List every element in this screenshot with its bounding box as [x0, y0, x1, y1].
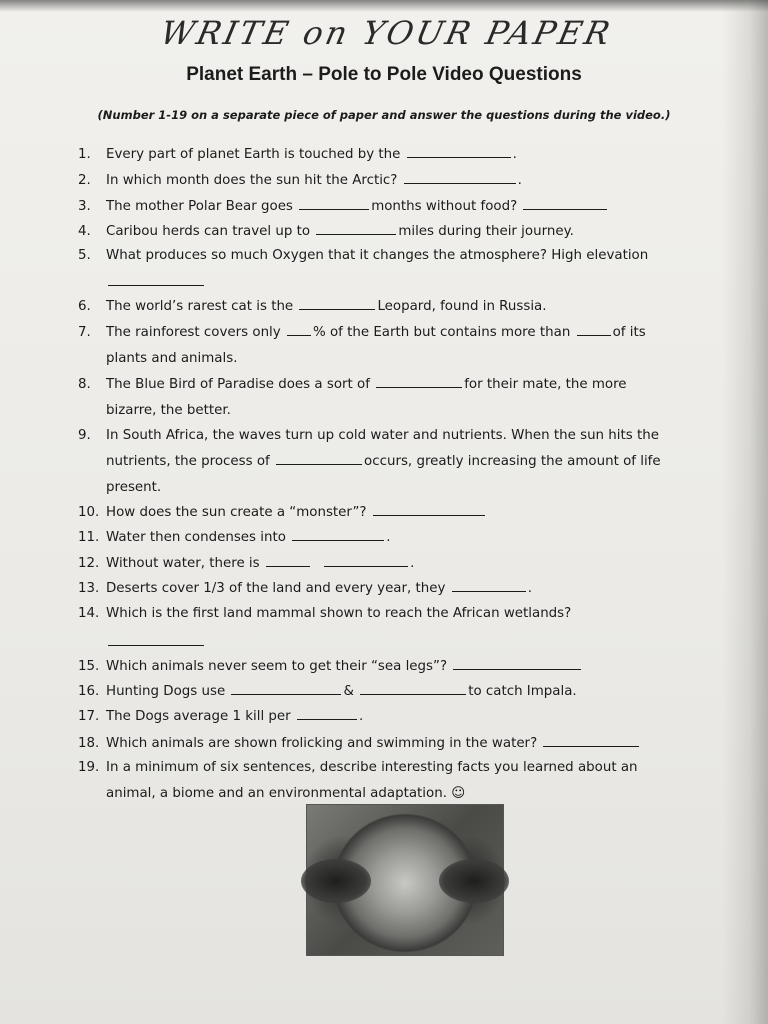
question-text: . — [386, 530, 391, 545]
question-16 — [78, 679, 698, 705]
question-text: The world’s rarest cat is the — [106, 299, 294, 314]
answer-blank — [299, 297, 375, 310]
answer-blank — [360, 682, 466, 695]
question-text: . — [517, 173, 522, 188]
question-9 — [78, 423, 698, 449]
question-number: 14. — [78, 606, 100, 621]
answer-blank — [452, 579, 526, 592]
answer-blank — [376, 375, 462, 388]
question-7-line-2 — [78, 346, 698, 372]
question-text: Caribou herds can travel up to — [106, 224, 311, 239]
question-text: bizarre, the better. — [106, 403, 231, 418]
question-11 — [78, 525, 698, 551]
question-text: months without food? — [371, 199, 518, 214]
question-number: 17. — [78, 709, 100, 724]
question-19 — [78, 755, 698, 781]
answer-blank — [407, 145, 511, 158]
answer-blank — [316, 222, 396, 235]
question-text: to catch Impala. — [468, 684, 577, 699]
question-text: for their mate, the more — [464, 377, 627, 392]
answer-blank — [108, 633, 204, 646]
answer-blank — [453, 657, 581, 670]
answer-blank — [543, 734, 639, 747]
handwritten-note: WRITE on YOUR PAPER — [157, 14, 617, 52]
question-14-answer-line — [78, 630, 698, 656]
question-number: 10. — [78, 505, 100, 520]
question-number: 12. — [78, 556, 100, 571]
question-3 — [78, 194, 698, 220]
question-12 — [78, 551, 698, 577]
question-text: In South Africa, the waves turn up cold water and nutrients. When the sun hits the — [106, 428, 659, 443]
answer-blank — [297, 707, 357, 720]
answer-blank — [266, 554, 310, 567]
answer-blank — [299, 197, 369, 210]
question-text: In a minimum of six sentences, describe interesting facts you learned about an — [106, 760, 638, 775]
question-text: Which animals are shown frolicking and swimming in the water? — [106, 736, 538, 751]
question-text: nutrients, the process of — [106, 454, 270, 469]
question-4 — [78, 219, 698, 245]
question-number: 8. — [78, 377, 91, 392]
question-5-answer-line — [78, 270, 698, 296]
question-text: Without water, there is — [106, 556, 260, 571]
question-9-line-2 — [78, 449, 698, 475]
answer-blank — [108, 273, 204, 286]
question-number: 2. — [78, 173, 91, 188]
question-text: . — [512, 147, 517, 162]
scan-side-shadow — [722, 0, 768, 1024]
question-number: 13. — [78, 581, 100, 596]
question-2 — [78, 168, 698, 194]
question-text: Leopard, found in Russia. — [377, 299, 547, 314]
question-text: The Dogs average 1 kill per — [106, 709, 291, 724]
answer-blank — [577, 323, 611, 336]
answer-blank — [292, 528, 384, 541]
question-text: Which animals never seem to get their “sea legs”? — [106, 659, 448, 674]
question-17 — [78, 704, 698, 730]
question-number: 9. — [78, 428, 91, 443]
question-7 — [78, 320, 698, 346]
question-number: 19. — [78, 760, 100, 775]
question-8-line-2 — [78, 398, 698, 424]
question-text: animal, a biome and an environmental adaptation. ☺ — [106, 786, 466, 801]
question-number: 1. — [78, 147, 91, 162]
question-text: occurs, greatly increasing the amount of life — [364, 454, 661, 469]
question-text: Which is the first land mammal shown to reach the African wetlands? — [106, 606, 572, 621]
question-14 — [78, 601, 698, 627]
question-text: The rainforest covers only — [106, 325, 281, 340]
answer-blank — [231, 682, 341, 695]
question-text: . — [358, 709, 364, 724]
question-number: 6. — [78, 299, 91, 314]
left-hand-shape — [301, 859, 371, 903]
question-text: How does the sun create a “monster”? — [106, 505, 367, 520]
question-number: 5. — [78, 248, 91, 263]
answer-blank — [523, 197, 607, 210]
question-text: Water then condenses into — [106, 530, 286, 545]
question-text: present. — [106, 480, 162, 495]
question-6 — [78, 294, 698, 320]
earth-in-hands-photo — [306, 804, 504, 956]
question-1 — [78, 142, 698, 168]
answer-blank — [276, 452, 362, 465]
question-number: 4. — [78, 224, 91, 239]
question-10 — [78, 500, 698, 526]
question-number: 3. — [78, 199, 91, 214]
question-5 — [78, 243, 698, 269]
question-9-line-3 — [78, 475, 698, 501]
question-number: 15. — [78, 659, 100, 674]
question-text: & — [343, 684, 354, 699]
question-13 — [78, 576, 698, 602]
answer-blank — [287, 323, 311, 336]
question-number: 11. — [78, 530, 100, 545]
question-text: Every part of planet Earth is touched by the — [106, 147, 401, 162]
question-text: of its — [612, 325, 646, 340]
answer-blank — [373, 503, 485, 516]
question-text: The mother Polar Bear goes — [106, 199, 293, 214]
question-text: . — [527, 581, 532, 596]
question-number: 7. — [78, 325, 91, 340]
scan-edge-shadow — [0, 0, 768, 12]
page-title: Planet Earth – Pole to Pole Video Questions — [186, 64, 582, 85]
question-text: Hunting Dogs use — [106, 684, 226, 699]
question-number: 16. — [78, 684, 100, 699]
question-text: Deserts cover 1/3 of the land and every year, they — [106, 581, 446, 596]
answer-blank — [324, 554, 408, 567]
instructions: (Number 1-19 on a separate piece of paper and answer the questions during the video.) — [97, 108, 671, 122]
answer-blank — [404, 171, 516, 184]
question-text: % of the Earth but contains more than — [312, 325, 571, 340]
question-text: In which month does the sun hit the Arctic? — [106, 173, 398, 188]
question-text: What produces so much Oxygen that it changes the atmosphere? High elevation — [106, 248, 649, 263]
question-text: The Blue Bird of Paradise does a sort of — [106, 377, 370, 392]
right-hand-shape — [439, 859, 509, 903]
question-8 — [78, 372, 698, 398]
question-text: miles during their journey. — [398, 224, 574, 239]
question-text: plants and animals. — [106, 351, 238, 366]
question-text: . — [410, 556, 415, 571]
question-15 — [78, 654, 698, 680]
question-18 — [78, 731, 698, 757]
question-number: 18. — [78, 736, 100, 751]
